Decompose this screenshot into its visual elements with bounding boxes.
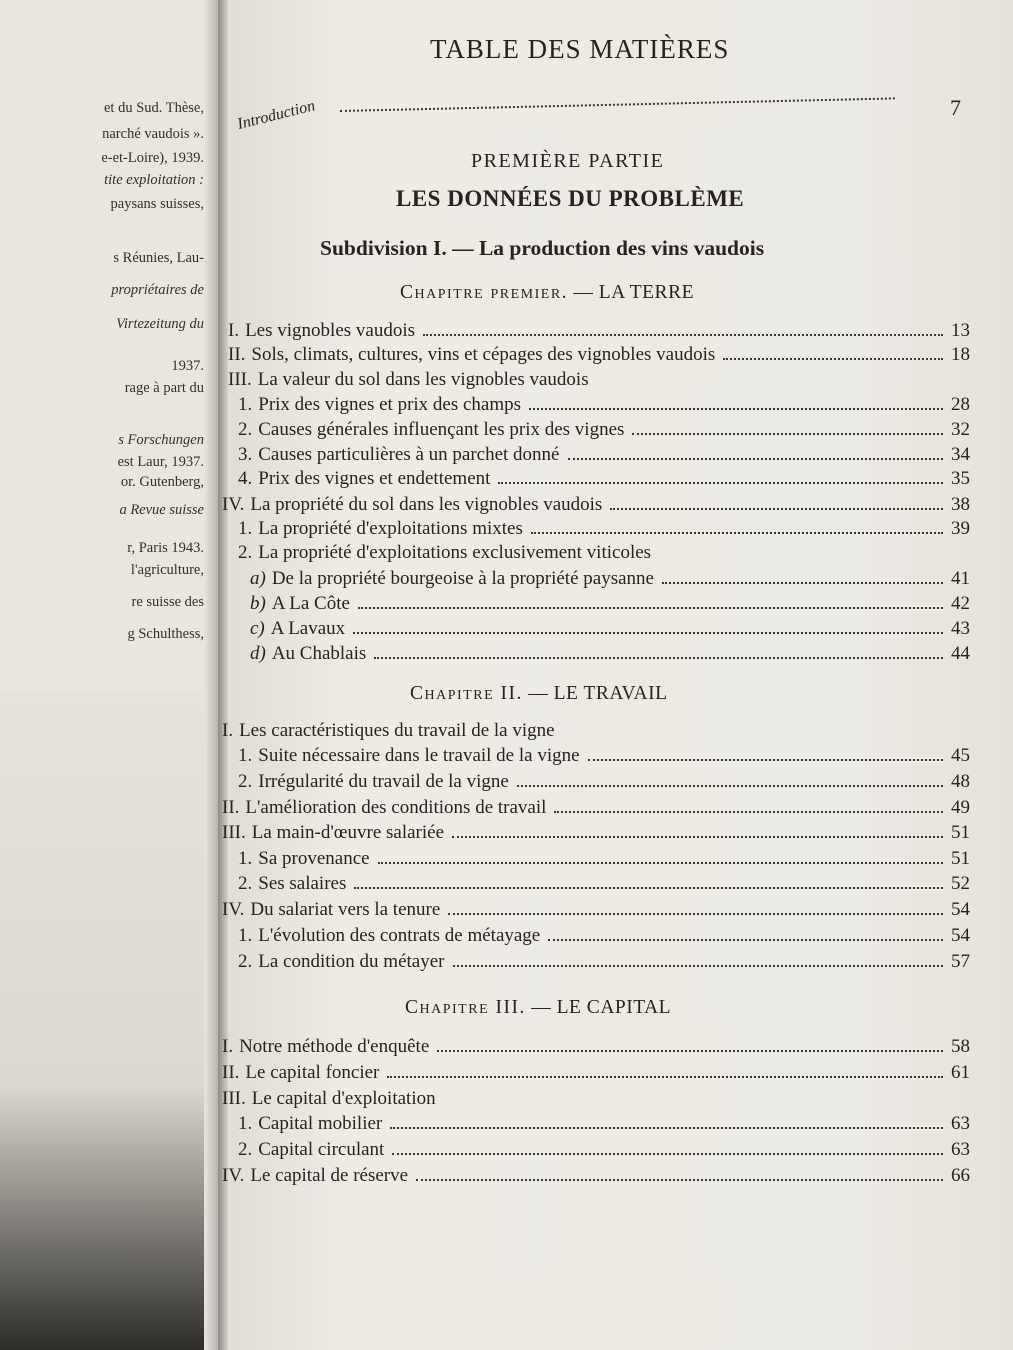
toc-entry-leader	[452, 835, 943, 838]
toc-entry	[238, 951, 970, 973]
toc-entry-label: L'évolution des contrats de métayage	[258, 925, 541, 946]
toc-entry-text	[238, 771, 509, 793]
toc-entry	[250, 643, 970, 665]
toc-entry-number: 2.	[238, 771, 253, 792]
toc-entry-leader	[423, 333, 943, 336]
chapter-number: Chapitre III.	[405, 997, 526, 1018]
toc-entry-page: 54	[951, 899, 970, 920]
toc-entry	[222, 720, 970, 742]
introduction-page: 7	[950, 95, 961, 120]
toc-entry-text	[250, 568, 654, 590]
toc-entry-text	[238, 848, 370, 870]
toc-entry-leader	[392, 1152, 943, 1155]
toc-entry-label: Suite nécessaire dans le travail de la vigne	[258, 745, 580, 766]
toc-entry-number: IV.	[222, 494, 245, 515]
toc-entry-text	[238, 1139, 384, 1161]
part-subtitle: LES DONNÉES DU PROBLÈME	[396, 186, 745, 211]
toc-entry-label: La main-d'œuvre salariée	[251, 822, 445, 843]
toc-entry-leader	[390, 1126, 943, 1129]
toc-entry	[238, 518, 970, 540]
toc-entry-number: 2.	[238, 951, 253, 972]
toc-entry-text	[222, 494, 602, 516]
toc-entry-text	[238, 444, 560, 466]
toc-entry-leader	[723, 357, 943, 360]
toc-entry-label: Prix des vignes et prix des champs	[258, 394, 522, 415]
toc-entry-text	[238, 873, 346, 895]
toc-entry-label: Prix des vignes et endettement	[258, 468, 491, 489]
toc-entry-label: La valeur du sol dans les vignobles vaudois	[257, 369, 589, 390]
toc-entry-label: La propriété du sol dans les vignobles vaudois	[250, 494, 603, 515]
toc-entry-leader	[568, 457, 944, 460]
toc-entry	[238, 542, 970, 564]
toc-entry-leader	[554, 810, 943, 813]
page-title: TABLE DES MATIÈRES	[430, 34, 730, 64]
toc-entry-page: 66	[951, 1165, 970, 1186]
toc-entry-text	[238, 1113, 382, 1135]
toc-entry-leader	[610, 507, 943, 510]
left-page-line: narché vaudois ».	[102, 126, 204, 142]
toc-entry-number: 1.	[238, 925, 253, 946]
toc-entry-leader	[374, 656, 943, 659]
toc-entry-page: 38	[951, 494, 970, 515]
page-fold	[204, 0, 218, 1350]
toc-entry-number: d)	[250, 643, 266, 664]
left-page-line: s Réunies, Lau-	[113, 250, 204, 266]
toc-entry-label: La propriété d'exploitations mixtes	[258, 518, 523, 539]
toc-entry-page: 43	[951, 618, 970, 639]
chapter-title: — LE CAPITAL	[525, 997, 672, 1018]
toc-entry-page: 48	[951, 771, 970, 792]
toc-entry	[238, 873, 970, 895]
toc-entry-label: Les caractéristiques du travail de la vigne	[239, 720, 555, 741]
chapter-title: — LE TRAVAIL	[522, 683, 668, 704]
toc-entry-number: III.	[222, 1088, 246, 1109]
toc-entry	[238, 848, 970, 870]
toc-entry-page: 51	[951, 822, 970, 843]
toc-entry-page: 57	[951, 951, 970, 972]
toc-entry-text	[222, 1036, 429, 1058]
toc-entry-leader	[529, 407, 943, 410]
toc-entry-number: 2.	[238, 1139, 253, 1160]
toc-entry-number: 3.	[238, 444, 253, 465]
chapter-number: Chapitre premier.	[400, 282, 569, 303]
toc-entry-leader	[354, 886, 943, 889]
toc-entry	[238, 468, 970, 490]
toc-entry-leader	[437, 1049, 943, 1052]
left-page	[0, 0, 218, 1350]
book-gutter	[218, 0, 228, 1350]
toc-entry-text	[228, 320, 415, 342]
toc-entry	[238, 1113, 970, 1135]
toc-entry-label: Les vignobles vaudois	[245, 320, 416, 341]
left-page-line: est Laur, 1937.	[117, 454, 204, 470]
toc-entry-number: 2.	[238, 542, 253, 563]
toc-entry-label: A Lavaux	[270, 618, 346, 639]
toc-entry-number: 1.	[238, 1113, 253, 1134]
toc-entry-label: Le capital foncier	[245, 1062, 380, 1083]
toc-entry-leader	[548, 938, 943, 941]
toc-entry	[250, 568, 970, 590]
toc-entry-text	[228, 344, 715, 366]
toc-entry-label: Le capital de réserve	[250, 1165, 409, 1186]
toc-entry-page: 45	[951, 745, 970, 766]
toc-entry	[228, 344, 970, 366]
toc-entry-page: 13	[951, 320, 970, 341]
toc-entry-label: Sa provenance	[258, 848, 370, 869]
toc-entry-page: 63	[951, 1139, 970, 1160]
toc-entry-number: II.	[228, 344, 246, 365]
toc-entry-page: 41	[951, 568, 970, 589]
left-page-line: et du Sud. Thèse,	[103, 100, 204, 116]
toc-entry-number: IV.	[222, 1165, 245, 1186]
chapter-heading	[400, 282, 694, 304]
toc-entry-number: I.	[222, 1036, 234, 1057]
toc-entry-text	[238, 468, 490, 490]
toc-entry	[222, 899, 970, 921]
toc-entry-text	[222, 1062, 379, 1084]
toc-entry-leader	[378, 861, 943, 864]
toc-entry-leader	[416, 1178, 943, 1181]
toc-entry-label: De la propriété bourgeoise à la propriété paysanne	[271, 568, 654, 589]
toc-entry-number: I.	[228, 320, 240, 341]
toc-entry	[222, 797, 970, 819]
toc-entry-label: Notre méthode d'enquête	[239, 1036, 430, 1057]
toc-entry-text	[250, 618, 345, 640]
toc-entry-page: 28	[951, 394, 970, 415]
toc-entry-page: 32	[951, 419, 970, 440]
toc-entry-page: 44	[951, 643, 970, 664]
toc-entry-text	[250, 643, 366, 665]
toc-entry-text	[238, 518, 523, 540]
chapter-heading	[405, 997, 671, 1019]
toc-entry	[222, 1165, 970, 1187]
left-page-line: 1937.	[171, 358, 204, 374]
toc-entry-page: 54	[951, 925, 970, 946]
toc-entry-label: La condition du métayer	[258, 951, 445, 972]
toc-entry-number: II.	[222, 1062, 240, 1083]
toc-entry-leader	[358, 606, 943, 609]
toc-entry	[238, 444, 970, 466]
toc-entry-page: 52	[951, 873, 970, 894]
toc-entry-number: 1.	[238, 745, 253, 766]
toc-entry-label: Causes particulières à un parchet donné	[258, 444, 560, 465]
toc-entry-leader	[662, 581, 943, 584]
left-page-line: or. Gutenberg,	[120, 474, 204, 490]
toc-entry-number: 1.	[238, 394, 253, 415]
toc-entry-label: Sols, climats, cultures, vins et cépages des vignobles vaudois	[251, 344, 716, 365]
toc-entry-page: 58	[951, 1036, 970, 1057]
toc-entry	[228, 320, 970, 342]
toc-entry-number: IV.	[222, 899, 245, 920]
toc-entry	[222, 494, 970, 516]
toc-entry-label: Ses salaires	[258, 873, 347, 894]
toc-entry-text	[238, 394, 521, 416]
toc-entry-page: 63	[951, 1113, 970, 1134]
toc-entry	[228, 369, 970, 391]
left-page-line: g Schulthess,	[127, 626, 204, 642]
toc-entry-number: a)	[250, 568, 266, 589]
toc-entry-number: c)	[250, 618, 265, 639]
toc-entry-page: 39	[951, 518, 970, 539]
toc-entry	[222, 1036, 970, 1058]
toc-entry-label: Au Chablais	[271, 643, 367, 664]
left-page-line: rage à part du	[124, 380, 204, 396]
chapter-heading	[410, 683, 668, 705]
toc-entry-label: Causes générales influençant les prix des vignes	[258, 419, 625, 440]
toc-entry-number: I.	[222, 720, 234, 741]
left-page-line: e-et-Loire), 1939.	[101, 150, 204, 166]
part-title: PREMIÈRE PARTIE	[471, 150, 665, 172]
toc-entry-page: 61	[951, 1062, 970, 1083]
left-page-line: Virtezeitung du	[116, 316, 204, 332]
toc-entry-label: La propriété d'exploitations exclusivement viticoles	[258, 542, 652, 563]
toc-entry-leader	[498, 481, 943, 484]
toc-entry-text	[250, 593, 350, 615]
toc-entry-label: Le capital d'exploitation	[251, 1088, 436, 1109]
toc-entry-text	[222, 899, 440, 921]
introduction-label: Introduction	[235, 97, 317, 134]
toc-entry-leader	[448, 912, 943, 915]
toc-entry-page: 35	[951, 468, 970, 489]
toc-entry-text	[228, 369, 589, 391]
toc-entry-label: Du salariat vers la tenure	[250, 899, 441, 920]
toc-entry-page: 34	[951, 444, 970, 465]
toc-entry-number: 2.	[238, 873, 253, 894]
toc-entry-number: 1.	[238, 848, 253, 869]
left-page-line: propriétaires de	[111, 282, 204, 298]
toc-entry	[238, 419, 970, 441]
toc-entry-page: 51	[951, 848, 970, 869]
left-page-line: r, Paris 1943.	[127, 540, 204, 556]
toc-entry	[238, 1139, 970, 1161]
toc-entry-page: 18	[951, 344, 970, 365]
toc-entry-text	[222, 720, 555, 742]
toc-entry-text	[222, 797, 546, 819]
toc-entry-leader	[387, 1075, 943, 1078]
toc-entry-text	[238, 951, 445, 973]
left-page-shadow	[0, 690, 218, 1350]
toc-entry-number: 4.	[238, 468, 253, 489]
chapter-number: Chapitre II.	[410, 683, 523, 704]
toc-entry-text	[238, 745, 580, 767]
toc-entry-leader	[632, 432, 943, 435]
toc-entry-label: Capital mobilier	[258, 1113, 383, 1134]
toc-entry-text	[238, 925, 540, 947]
left-page-line: l'agriculture,	[130, 562, 204, 578]
toc-entry-text	[222, 1165, 408, 1187]
toc-entry-leader	[353, 631, 943, 634]
toc-entry	[222, 1088, 970, 1110]
toc-entry-number: 1.	[238, 518, 253, 539]
toc-entry-number: II.	[222, 797, 240, 818]
toc-entry-label: A La Côte	[271, 593, 350, 614]
toc-entry-leader	[531, 531, 943, 534]
toc-entry-page: 49	[951, 797, 970, 818]
toc-entry-text	[238, 419, 624, 441]
toc-entry-leader	[588, 758, 943, 761]
toc-entry-number: b)	[250, 593, 266, 614]
left-page-line: re suisse des	[131, 594, 204, 610]
chapter-title: — LA TERRE	[568, 282, 694, 303]
toc-entry-text	[238, 542, 651, 564]
toc-entry-leader	[517, 784, 943, 787]
left-page-line: tite exploitation :	[104, 172, 204, 188]
toc-entry-text	[222, 1088, 436, 1110]
left-page-line: a Revue suisse	[119, 502, 204, 518]
subdivision-heading: Subdivision I. — La production des vins vaudois	[320, 236, 765, 260]
toc-entry	[238, 394, 970, 416]
toc-entry-page: 42	[951, 593, 970, 614]
toc-entry	[238, 745, 970, 767]
toc-entry-number: 2.	[238, 419, 253, 440]
toc-entry-text	[222, 822, 444, 844]
left-page-line: s Forschungen	[118, 432, 204, 448]
toc-entry-leader	[453, 964, 944, 967]
toc-entry	[250, 593, 970, 615]
toc-entry-number: III.	[222, 822, 246, 843]
toc-entry-label: L'amélioration des conditions de travail	[245, 797, 547, 818]
toc-entry	[250, 618, 970, 640]
toc-entry	[222, 822, 970, 844]
toc-entry	[222, 1062, 970, 1084]
toc-entry-label: Capital circulant	[258, 1139, 385, 1160]
left-page-line: paysans suisses,	[110, 196, 204, 212]
toc-entry-number: III.	[228, 369, 252, 390]
toc-entry-label: Irrégularité du travail de la vigne	[258, 771, 509, 792]
toc-entry	[238, 925, 970, 947]
toc-entry	[238, 771, 970, 793]
